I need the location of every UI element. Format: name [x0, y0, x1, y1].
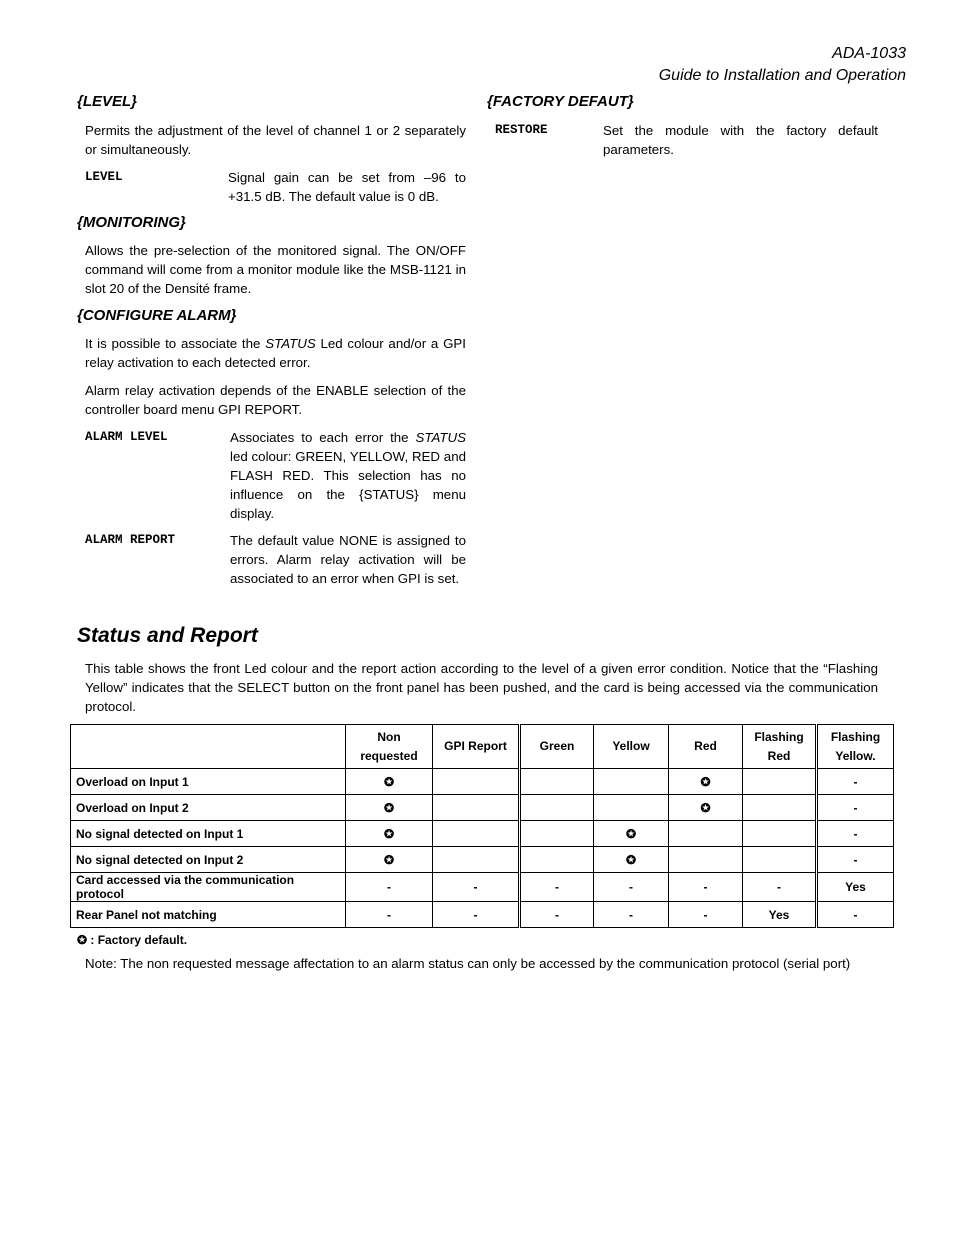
table-cell: -: [346, 873, 433, 902]
configure-alarm-para2: Alarm relay activation depends of the ENABLE selection of the controller board menu GPI REPORT.: [85, 383, 466, 417]
restore-term: RESTORE: [495, 123, 548, 137]
monitoring-heading: {MONITORING}: [77, 214, 186, 231]
row-label: No signal detected on Input 1: [71, 821, 346, 847]
column-header: Flashing Red: [743, 725, 817, 769]
table-cell: Yes: [743, 902, 817, 928]
table-cell: -: [433, 902, 520, 928]
table-cell: [520, 847, 594, 873]
page-header: [659, 43, 906, 87]
table-cell: ✪: [594, 847, 669, 873]
table-cell: -: [594, 902, 669, 928]
row-label: Overload on Input 1: [71, 769, 346, 795]
table-cell: [520, 769, 594, 795]
table-cell: -: [817, 821, 894, 847]
table-cell: [743, 821, 817, 847]
table-cell: [520, 795, 594, 821]
alarm-level-def-after: led colour: GREEN, YELLOW, RED and FLASH RED. This selection has no influence on the {STATUS} menu display.: [230, 449, 466, 521]
alarm-level-term: ALARM LEVEL: [85, 430, 168, 444]
table-cell: ✪: [346, 795, 433, 821]
table-cell: [743, 769, 817, 795]
table-cell: [743, 795, 817, 821]
factory-default-heading: {FACTORY DEFAUT}: [487, 93, 634, 110]
level-heading: {LEVEL}: [77, 93, 138, 110]
table-cell: -: [817, 795, 894, 821]
table-cell: -: [669, 902, 743, 928]
table-row: [71, 795, 894, 821]
table-cell: -: [346, 902, 433, 928]
row-label: Overload on Input 2: [71, 795, 346, 821]
table-cell: -: [817, 769, 894, 795]
column-header: Yellow: [594, 725, 669, 769]
table-cell: -: [817, 902, 894, 928]
restore-definition: Set the module with the factory default parameters.: [603, 123, 878, 157]
table-cell: [669, 821, 743, 847]
column-header: [71, 725, 346, 769]
document-subtitle: Guide to Installation and Operation: [658, 67, 906, 84]
alarm-level-status-emphasis: STATUS: [415, 430, 466, 445]
table-cell: [669, 847, 743, 873]
column-header: Flashing Yellow.: [817, 725, 894, 769]
legend: [77, 933, 187, 947]
table-cell: -: [669, 873, 743, 902]
row-label: Rear Panel not matching: [71, 902, 346, 928]
configure-alarm-para1-after: Led colour and/or a GPI relay activation to each detected error.: [85, 336, 466, 370]
column-header: Green: [520, 725, 594, 769]
table-cell: [594, 795, 669, 821]
table-cell: -: [594, 873, 669, 902]
configure-alarm-para1: [85, 334, 466, 372]
document-id: ADA-1033: [832, 45, 906, 62]
table-row: [71, 902, 894, 928]
table-cell: -: [520, 873, 594, 902]
table-cell: [594, 769, 669, 795]
column-header: Non requested: [346, 725, 433, 769]
table-cell: ✪: [669, 769, 743, 795]
status-table: [70, 724, 894, 928]
note-text: Note: The non requested message affectation to an alarm status can only be accessed by the communication protocol (serial port): [85, 956, 851, 971]
table-cell: -: [817, 847, 894, 873]
table-cell: [520, 821, 594, 847]
status-emphasis: STATUS: [265, 336, 316, 351]
column-header: Red: [669, 725, 743, 769]
alarm-report-definition: The default value NONE is assigned to errors. Alarm relay activation will be associated to an error when GPI is set.: [230, 533, 466, 586]
table-cell: [433, 769, 520, 795]
alarm-report-term: ALARM REPORT: [85, 533, 176, 547]
table-cell: ✪: [594, 821, 669, 847]
legend-text: : Factory default.: [87, 933, 188, 947]
table-header-row: [71, 725, 894, 769]
row-label: Card accessed via the communication protocol: [71, 873, 346, 902]
table-cell: ✪: [346, 821, 433, 847]
level-term: LEVEL: [85, 170, 123, 184]
status-report-intro: This table shows the front Led colour and the report action according to the level of a given error condition. Notice that the “Flashing Yellow” indicates that the SELECT button on the front panel has been pushed, and the card is being accessed via the communication protocol.: [85, 661, 878, 714]
table-cell: ✪: [346, 769, 433, 795]
configure-alarm-para1-before: It is possible to associate the: [85, 336, 266, 351]
column-header: GPI Report: [433, 725, 520, 769]
status-report-title: Status and Report: [77, 624, 258, 647]
table-row: [71, 769, 894, 795]
configure-alarm-heading: {CONFIGURE ALARM}: [77, 307, 237, 324]
alarm-level-definition: [230, 428, 466, 523]
table-row: [71, 821, 894, 847]
level-definition: Signal gain can be set from –96 to +31.5 dB. The default value is 0 dB.: [228, 170, 466, 204]
factory-default-symbol: ✪: [77, 933, 88, 947]
table-cell: Yes: [817, 873, 894, 902]
table-cell: ✪: [346, 847, 433, 873]
level-description: Permits the adjustment of the level of channel 1 or 2 separately or simultaneously.: [85, 123, 466, 157]
alarm-level-def-before: Associates to each error the: [230, 430, 416, 445]
table-cell: [433, 847, 520, 873]
table-cell: -: [520, 902, 594, 928]
monitoring-description: Allows the pre-selection of the monitored signal. The ON/OFF command will come from a monitor module like the MSB-1121 in slot 20 of the Densité frame.: [85, 243, 466, 296]
table-cell: [433, 795, 520, 821]
table-row: [71, 873, 894, 902]
table-row: [71, 847, 894, 873]
table-cell: [433, 821, 520, 847]
table-cell: ✪: [669, 795, 743, 821]
table-cell: -: [743, 873, 817, 902]
table-cell: [743, 847, 817, 873]
row-label: No signal detected on Input 2: [71, 847, 346, 873]
table-cell: -: [433, 873, 520, 902]
